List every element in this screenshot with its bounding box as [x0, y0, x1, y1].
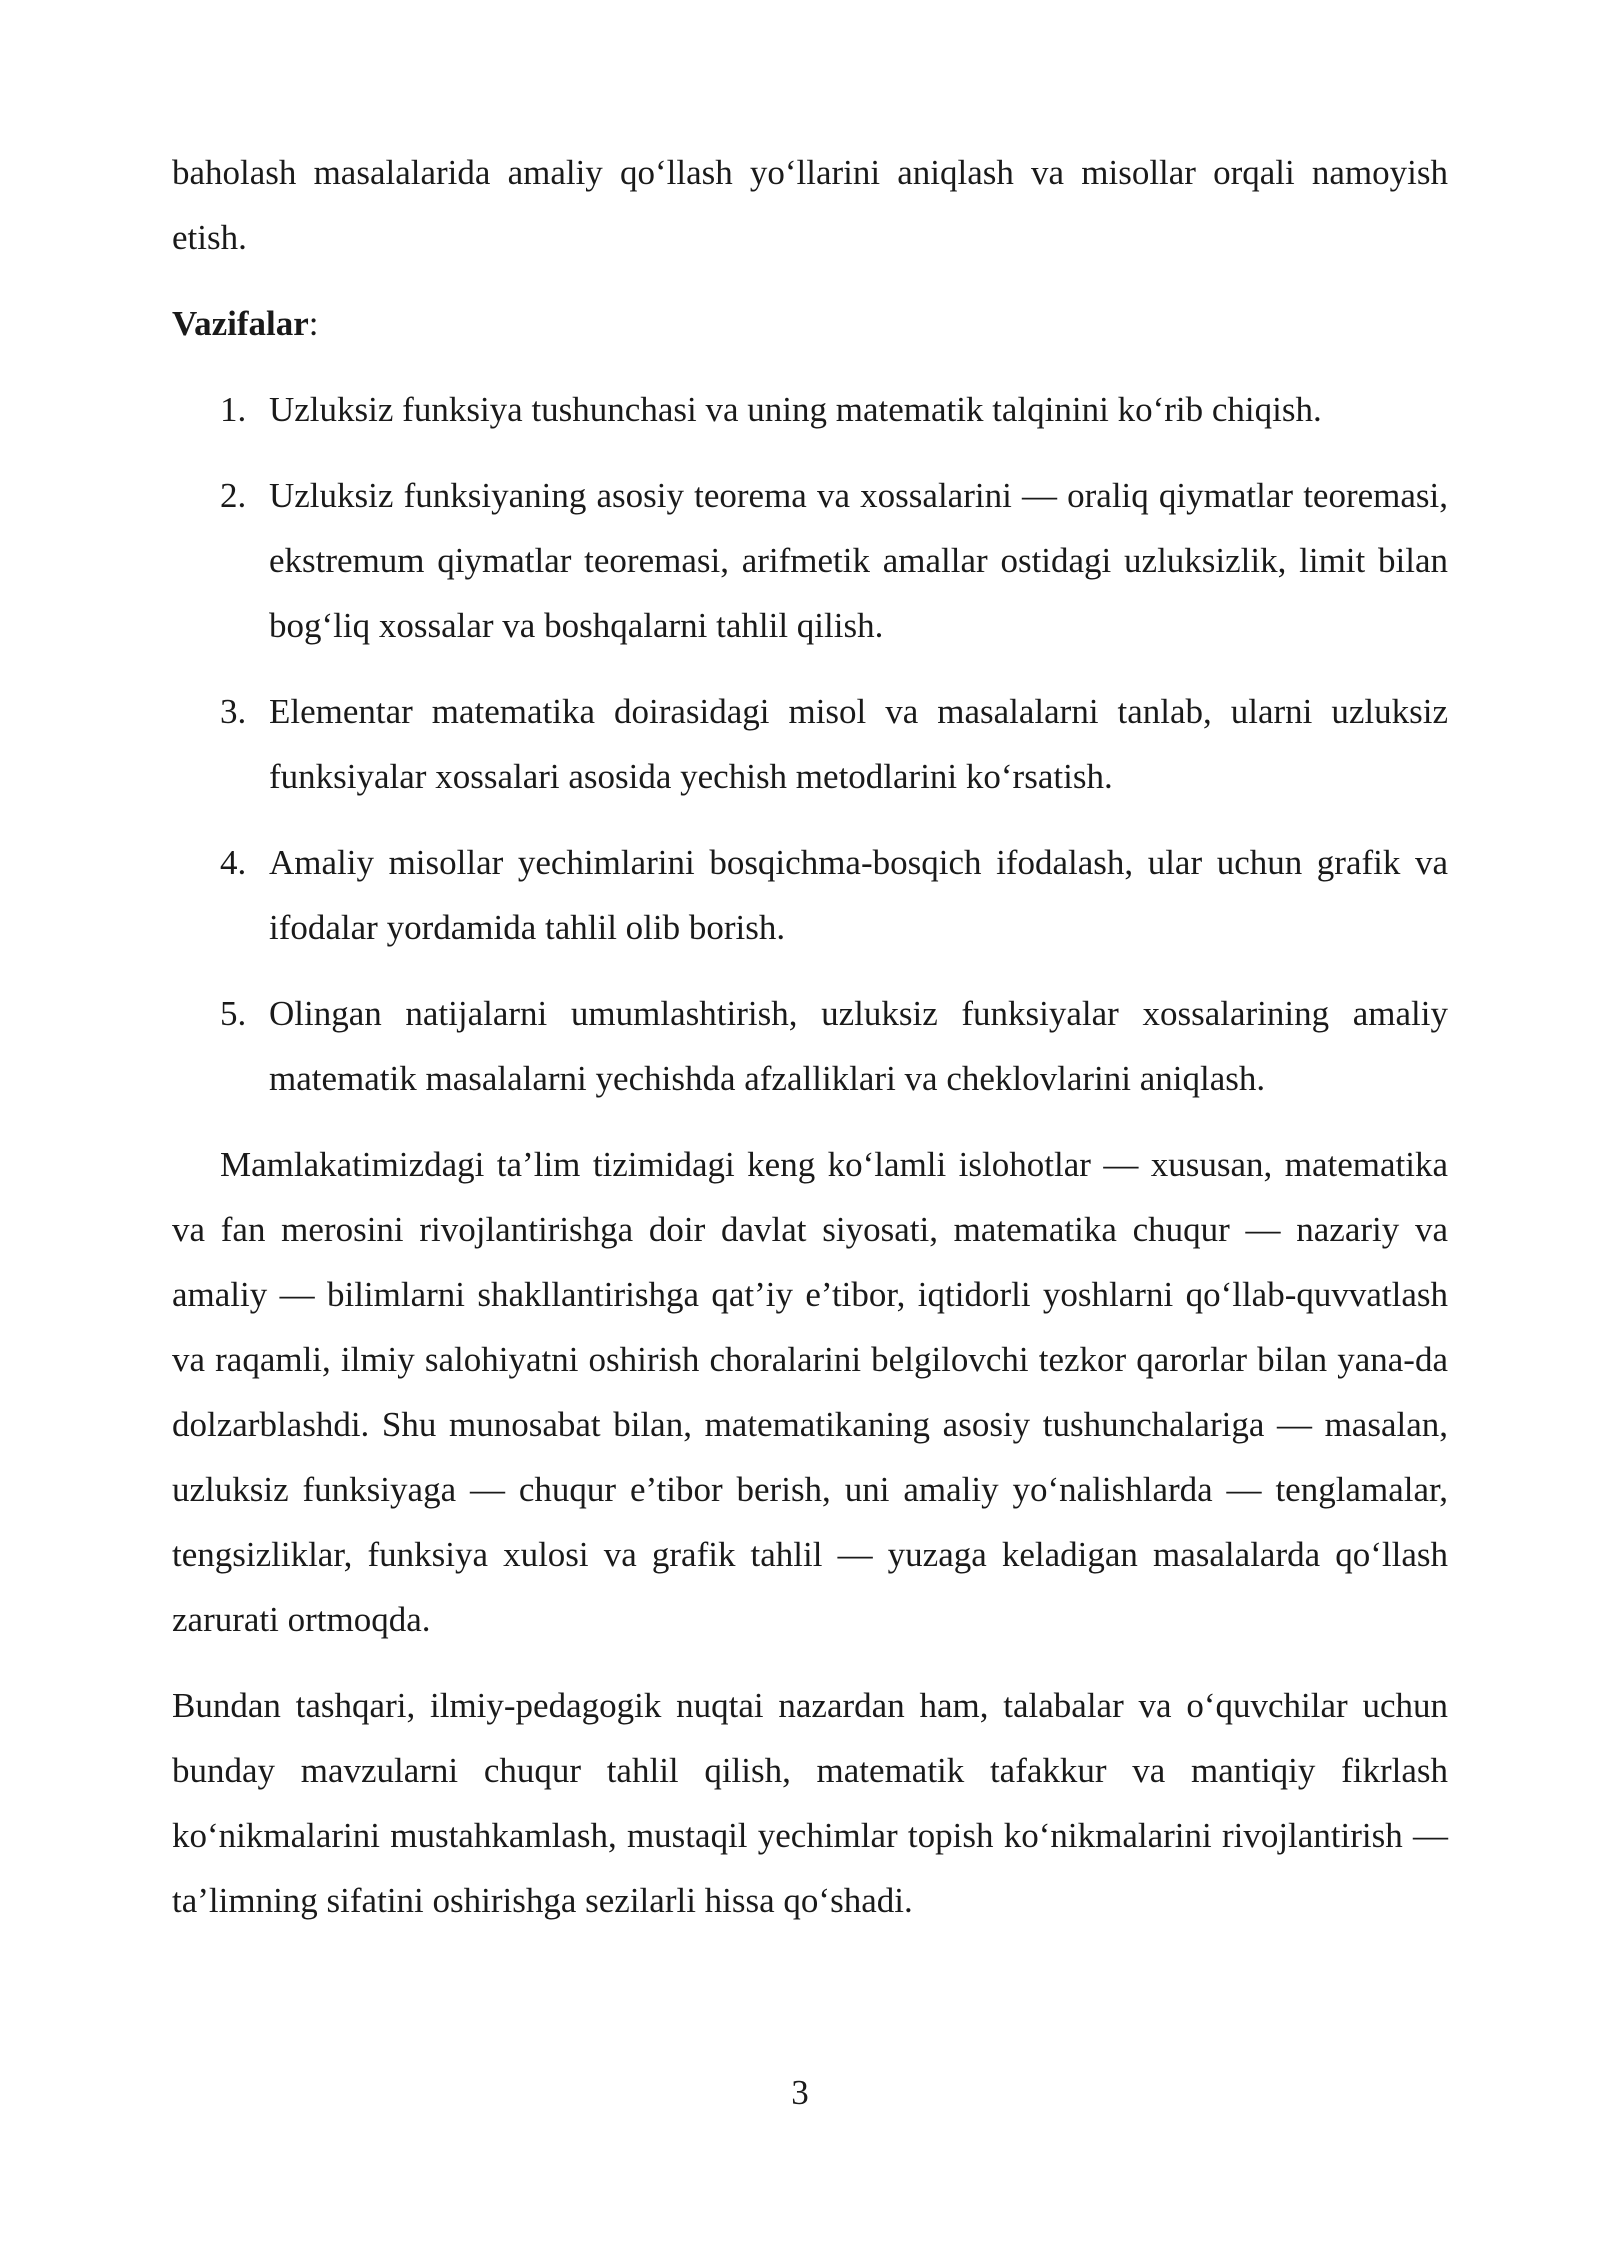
list-item-number: 5. — [220, 994, 247, 1033]
tasks-list — [172, 377, 1448, 1111]
list-item-text: Uzluksiz funksiyaning asosiy teorema va xossalarini — oraliq qiymatlar teoremasi, ekstremum qiymatlar teoremasi, arifmetik amallar ostidagi uzluksizlik, limit bilan bog‘liq xossalar va boshqalarni tahlil qilish. — [269, 476, 1448, 645]
list-item-text: Elementar matematika doirasidagi misol va masalalarni tanlab, ularni uzluksiz funksiyalar xossalari asosida yechish metodlarini ko‘rsatish. — [269, 692, 1448, 796]
tasks-heading-colon: : — [308, 304, 319, 343]
list-item — [172, 981, 1448, 1111]
list-item-number: 4. — [220, 843, 247, 882]
list-item-number: 1. — [220, 390, 247, 429]
document-body — [172, 140, 1448, 1933]
pedagogy-paragraph: Bundan tashqari, ilmiy-pedagogik nuqtai nazardan ham, talabalar va o‘quvchilar uchun bunday mavzularni chuqur tahlil qilish, matematik tafakkur va mantiqiy fikrlash ko‘nikmalarini mustahkamlash, mustaqil yechimlar topish ko‘nikmalarini rivojlantirish — ta’limning sifatini oshirishga sezilarli hissa qo‘shadi. — [172, 1686, 1448, 1920]
list-item — [172, 463, 1448, 658]
list-item — [172, 830, 1448, 960]
list-item-number: 2. — [220, 476, 247, 515]
intro-continuation-paragraph: baholash masalalarida amaliy qo‘llash yo‘llarini aniqlash va misollar orqali namoyish etish. — [172, 153, 1448, 257]
list-item — [172, 679, 1448, 809]
reforms-paragraph: Mamlakatimizdagi ta’lim tizimidagi keng ko‘lamli islohotlar — xususan, matematika va fan merosini rivojlantirishga doir davlat siyosati, matematika chuqur — nazariy va amaliy — bilimlarni shakllantirishga qat’iy e’tibor, iqtidorli yoshlarni qo‘llab-quvvatlash va raqamli, ilmiy salohiyatni oshirish choralarini belgilovchi tezkor qarorlar bilan yana-da dolzarblashdi. Shu munosabat bilan, matematikaning asosiy tushunchalariga — masalan, uzluksiz funksiyaga — chuqur e’tibor berish, uni amaliy yo‘nalishlarda — tenglamalar, tengsizliklar, funksiya xulosi va grafik tahlil — yuzaga keladigan masalalarda qo‘llash zarurati ortmoqda. — [172, 1145, 1448, 1639]
list-item-number: 3. — [220, 692, 247, 731]
list-item-text: Amaliy misollar yechimlarini bosqichma-bosqich ifodalash, ular uchun grafik va ifodalar yordamida tahlil olib borish. — [269, 843, 1448, 947]
list-item-text: Olingan natijalarni umumlashtirish, uzluksiz funksiyalar xossalarining amaliy matematik masalalarni yechishda afzalliklari va cheklovlarini aniqlash. — [269, 994, 1448, 1098]
tasks-heading — [172, 291, 1448, 356]
list-item — [172, 377, 1448, 442]
tasks-heading-label: Vazifalar — [172, 304, 309, 343]
page-number: 3 — [791, 2073, 809, 2112]
list-item-text: Uzluksiz funksiya tushunchasi va uning matematik talqinini ko‘rib chiqish. — [269, 390, 1322, 429]
